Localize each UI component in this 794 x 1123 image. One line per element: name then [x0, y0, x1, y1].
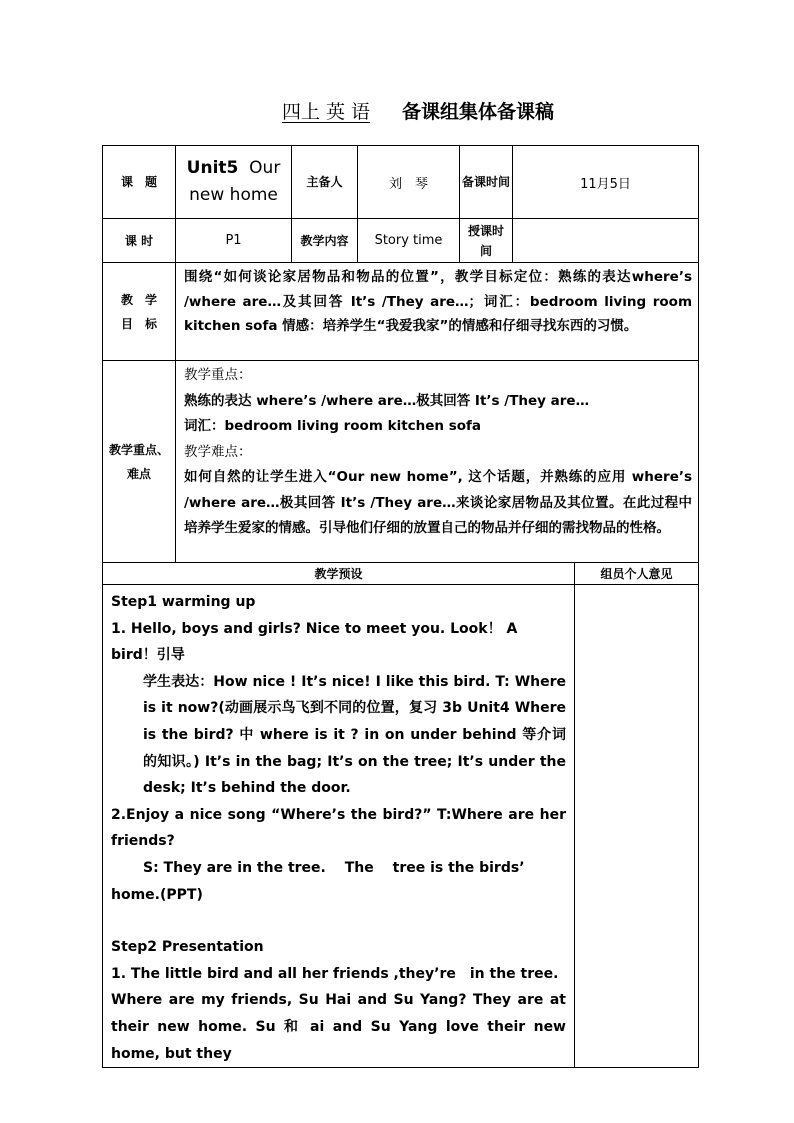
title-grade-subject: 四上 英 语 [281, 101, 371, 123]
teach-time-label: 授课时间 [460, 219, 513, 263]
topic-unit: Unit5 [186, 158, 239, 178]
step2-item1: 1. The little bird and all her friends ,they’re in the tree. [111, 965, 559, 982]
preparer-value: 刘 琴 [358, 146, 460, 219]
topic-label: 课 题 [103, 146, 176, 219]
period-value: P1 [176, 219, 292, 263]
step1-item2-answer: S: They are in the tree. The tree is the birds’ [143, 859, 525, 876]
title-suffix: 备课组集体备课稿 [402, 101, 555, 123]
document-title [0, 97, 794, 124]
prep-time-label: 备课时间 [460, 146, 513, 219]
title-subject-underlined [240, 97, 402, 124]
step1-item2-tail: home.(PPT) [111, 886, 203, 903]
plan-header-left: 教学预设 [103, 563, 575, 585]
topic-value [176, 146, 292, 219]
step2-heading: Step2 Presentation [111, 939, 264, 956]
prep-time-value: 11月5日 [513, 146, 699, 219]
lesson-plan-table [102, 145, 699, 1068]
step1-item1-cont: 学生表达：How nice ! It’s nice! I like this bird. T: Where is it now?(动画展示鸟飞到不同的位置，复习 3b Unit4 Where is the bird? 中 where is it ? in on under behind 等介词的知识。) It’s in the bag; It’s on the tree; It’s under the desk; It’s behind the door. [143, 673, 566, 797]
content-value: Story time [358, 219, 460, 263]
plan-header-row [103, 563, 699, 585]
step1-heading: Step1 warming up [111, 594, 256, 610]
step2-item1-cont: Where are my friends, Su Hai and Su Yang? They are at their new home. Su 和 ai and Su Yang love their new home, but they [111, 992, 566, 1062]
second-row [103, 219, 699, 263]
header-row [103, 146, 699, 219]
plan-content [103, 585, 575, 1068]
step1-item2: 2.Enjoy a nice song “Where’s the bird?” T:Where are her friends? [111, 806, 566, 850]
topic-new-home: new home [189, 185, 278, 205]
content-label: 教学内容 [292, 219, 358, 263]
key-points-row [103, 361, 699, 563]
plan-row [103, 585, 699, 1068]
member-opinion-cell [575, 585, 699, 1068]
key-points-label: 教学重点、 难点 [103, 361, 176, 563]
preparer-label: 主备人 [292, 146, 358, 219]
teach-time-value [513, 219, 699, 263]
period-label: 课 时 [103, 219, 176, 263]
step1-item1: 1. Hello, boys and girls? Nice to meet you. Look！ A bird！引导 [111, 620, 518, 664]
key-points-text: 教学重点： 熟练的表达 where’s /where are…极其回答 It’s /They are… 词汇：bedroom living room kitchen sofa 教学难点： 如何自然的让学生进入“Our new home”, 这个话题，并熟练的应用 where’s /where are…极其回答 It’s /They are…来谈论家居物品及其位置。在此过程中培养学生爱家的情感。引导他们仔细的放置自己的物品并仔细的需找物品的性格。 [176, 361, 699, 563]
topic-our: Our [249, 158, 281, 178]
objectives-row [103, 263, 699, 361]
objectives-label: 教 学 目 标 [103, 263, 176, 361]
objectives-text: 围绕“如何谈论家居物品和物品的位置”，教学目标定位：熟练的表达where’s /where are…及其回答 It’s /They are…；词汇：bedroom living room kitchen sofa 情感：培养学生“我爱我家”的情感和仔细寻找东西的习惯。 [176, 263, 699, 361]
plan-header-right: 组员个人意见 [575, 563, 699, 585]
